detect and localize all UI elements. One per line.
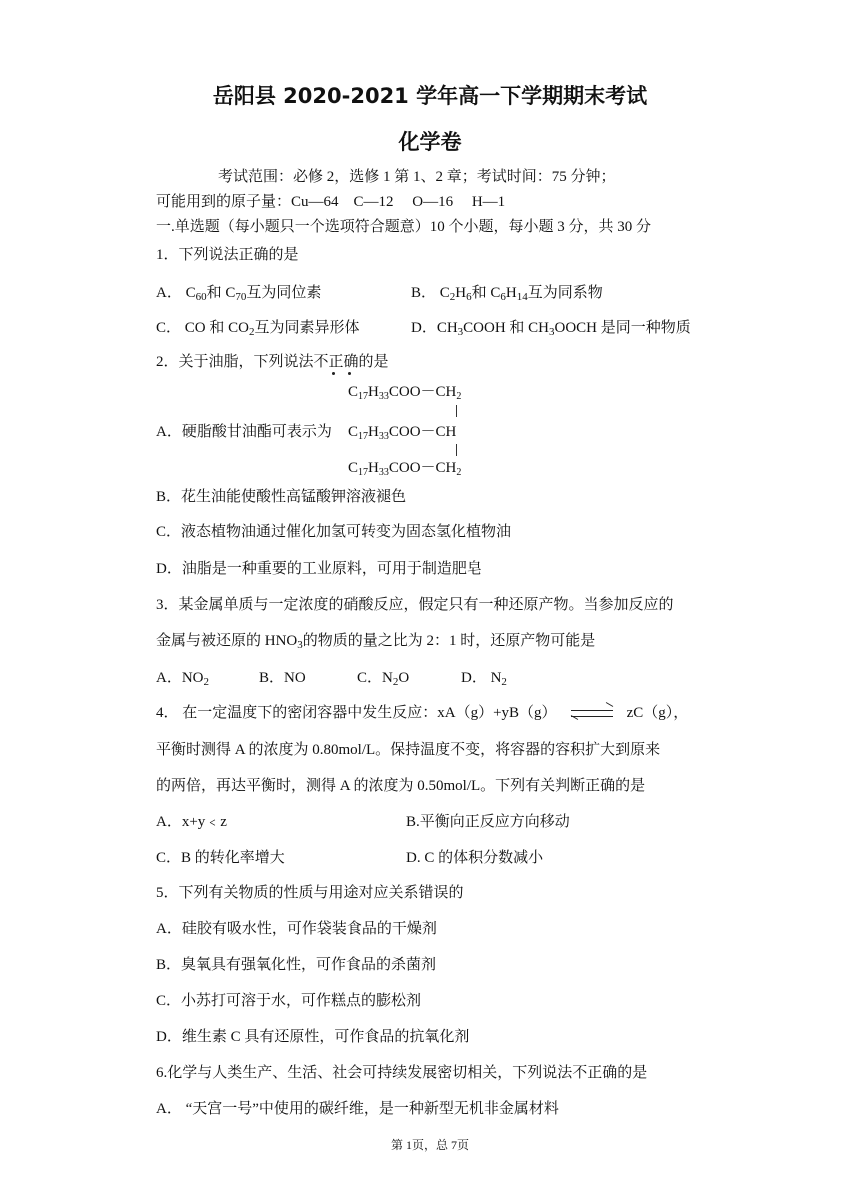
q1-option-b: B． $C_2H_6$和 $C_6H_{14}$互为同系物 [411, 285, 603, 303]
q2-option-a: A．硬脂酸甘油酯可表示为 [156, 424, 332, 440]
q2-stem: 2．关于油脂，下列说法不正确的是 [156, 354, 389, 370]
q3-stem-line1: 3．某金属单质与一定浓度的硝酸反应，假定只有一种还原产物。当参加反应的 [156, 597, 674, 613]
q4-stem-line2: 平衡时测得 A 的浓度为 0.80mol/L。保持温度不变，将容器的容积扩大到原来 [156, 742, 661, 758]
q4-stem-line3: 的两倍，再达平衡时，测得 A 的浓度为 0.50mol/L。下列有关判断正确的是 [156, 778, 646, 794]
structure-line-bottom: $C_{17}H_{33}COO-CH_2$ [348, 460, 462, 478]
page-number: 第 1页，总 7页 [390, 1138, 469, 1152]
equilibrium-arrow-icon [571, 708, 613, 720]
bond-line [456, 405, 457, 417]
exam-title: 岳阳县 2020-2021 学年高一下学期期末考试 [212, 84, 648, 108]
q4-option-a: A．x+y﹤z [156, 814, 227, 830]
q2-option-b: B．花生油能使酸性高锰酸钾溶液褪色 [156, 489, 407, 505]
q1-option-a: A． $C_{60}$和 $C_{70}$互为同位素 [156, 285, 322, 303]
q5-option-c: C．小苏打可溶于水，可作糕点的膨松剂 [156, 993, 422, 1009]
q5-option-d: D．维生素 C 具有还原性，可作食品的抗氧化剂 [156, 1029, 470, 1045]
q3-stem-line2: 金属与被还原的 $HNO_3$的物质的量之比为 2：1 时，还原产物可能是 [156, 633, 596, 651]
q1-option-d: D．$CH_3COOH$ 和 $CH_3OOCH$ 是同一种物质 [411, 320, 691, 338]
q1-stem: 1．下列说法正确的是 [156, 247, 299, 263]
emphasis-dot [348, 372, 351, 375]
q3-option-a: A．$NO_2$ [156, 670, 209, 688]
exam-scope: 考试范围：必修 2，选修 1 第 1、2 章；考试时间：75 分钟； [218, 169, 616, 185]
q6-stem: 6.化学与人类生产、生活、社会可持续发展密切相关，下列说法不正确的是 [156, 1065, 648, 1081]
structure-line-middle: $C_{17}H_{33}COO-CH$ [348, 424, 457, 442]
q3-option-d: D． $N_2$ [461, 670, 507, 688]
q4-stem-line1: 4． 在一定温度下的密闭容器中发生反应：xA（g）+yB（g） zC（g）， [156, 703, 688, 723]
q3-option-b: B．NO [259, 670, 306, 686]
q2-option-d: D．油脂是一种重要的工业原料，可用于制造肥皂 [156, 561, 482, 577]
q5-option-a: A．硅胶有吸水性，可作袋装食品的干燥剂 [156, 921, 437, 937]
q6-option-a: A． “天宫一号”中使用的碳纤维，是一种新型无机非金属材料 [156, 1101, 559, 1117]
structure-line-top: $C_{17}H_{33}COO-CH_2$ [348, 384, 462, 402]
q2-option-c: C．液态植物油通过催化加氢可转变为固态氢化植物油 [156, 524, 512, 540]
q5-option-b: B．臭氧具有强氧化性，可作食品的杀菌剂 [156, 957, 437, 973]
atomic-masses: 可能用到的原子量：Cu—64 C—12 O—16 H—1 [156, 194, 506, 210]
exam-subtitle: 化学卷 [398, 130, 462, 154]
bond-line [456, 444, 457, 456]
q4-option-b: B.平衡向正反应方向移动 [406, 814, 570, 830]
q4-option-c: C．B 的转化率增大 [156, 850, 285, 866]
q3-option-c: C．$N_2O$ [357, 670, 410, 688]
q1-option-c: C． CO 和 $CO_2$互为同素异形体 [156, 320, 360, 338]
q5-stem: 5．下列有关物质的性质与用途对应关系错误的 [156, 885, 464, 901]
q4-option-d: D. C 的体积分数减小 [406, 850, 544, 866]
emphasis-dot [332, 372, 335, 375]
section-heading: 一.单选题（每小题只一个选项符合题意）10 个小题，每小题 3 分，共 30 分 [156, 219, 652, 235]
